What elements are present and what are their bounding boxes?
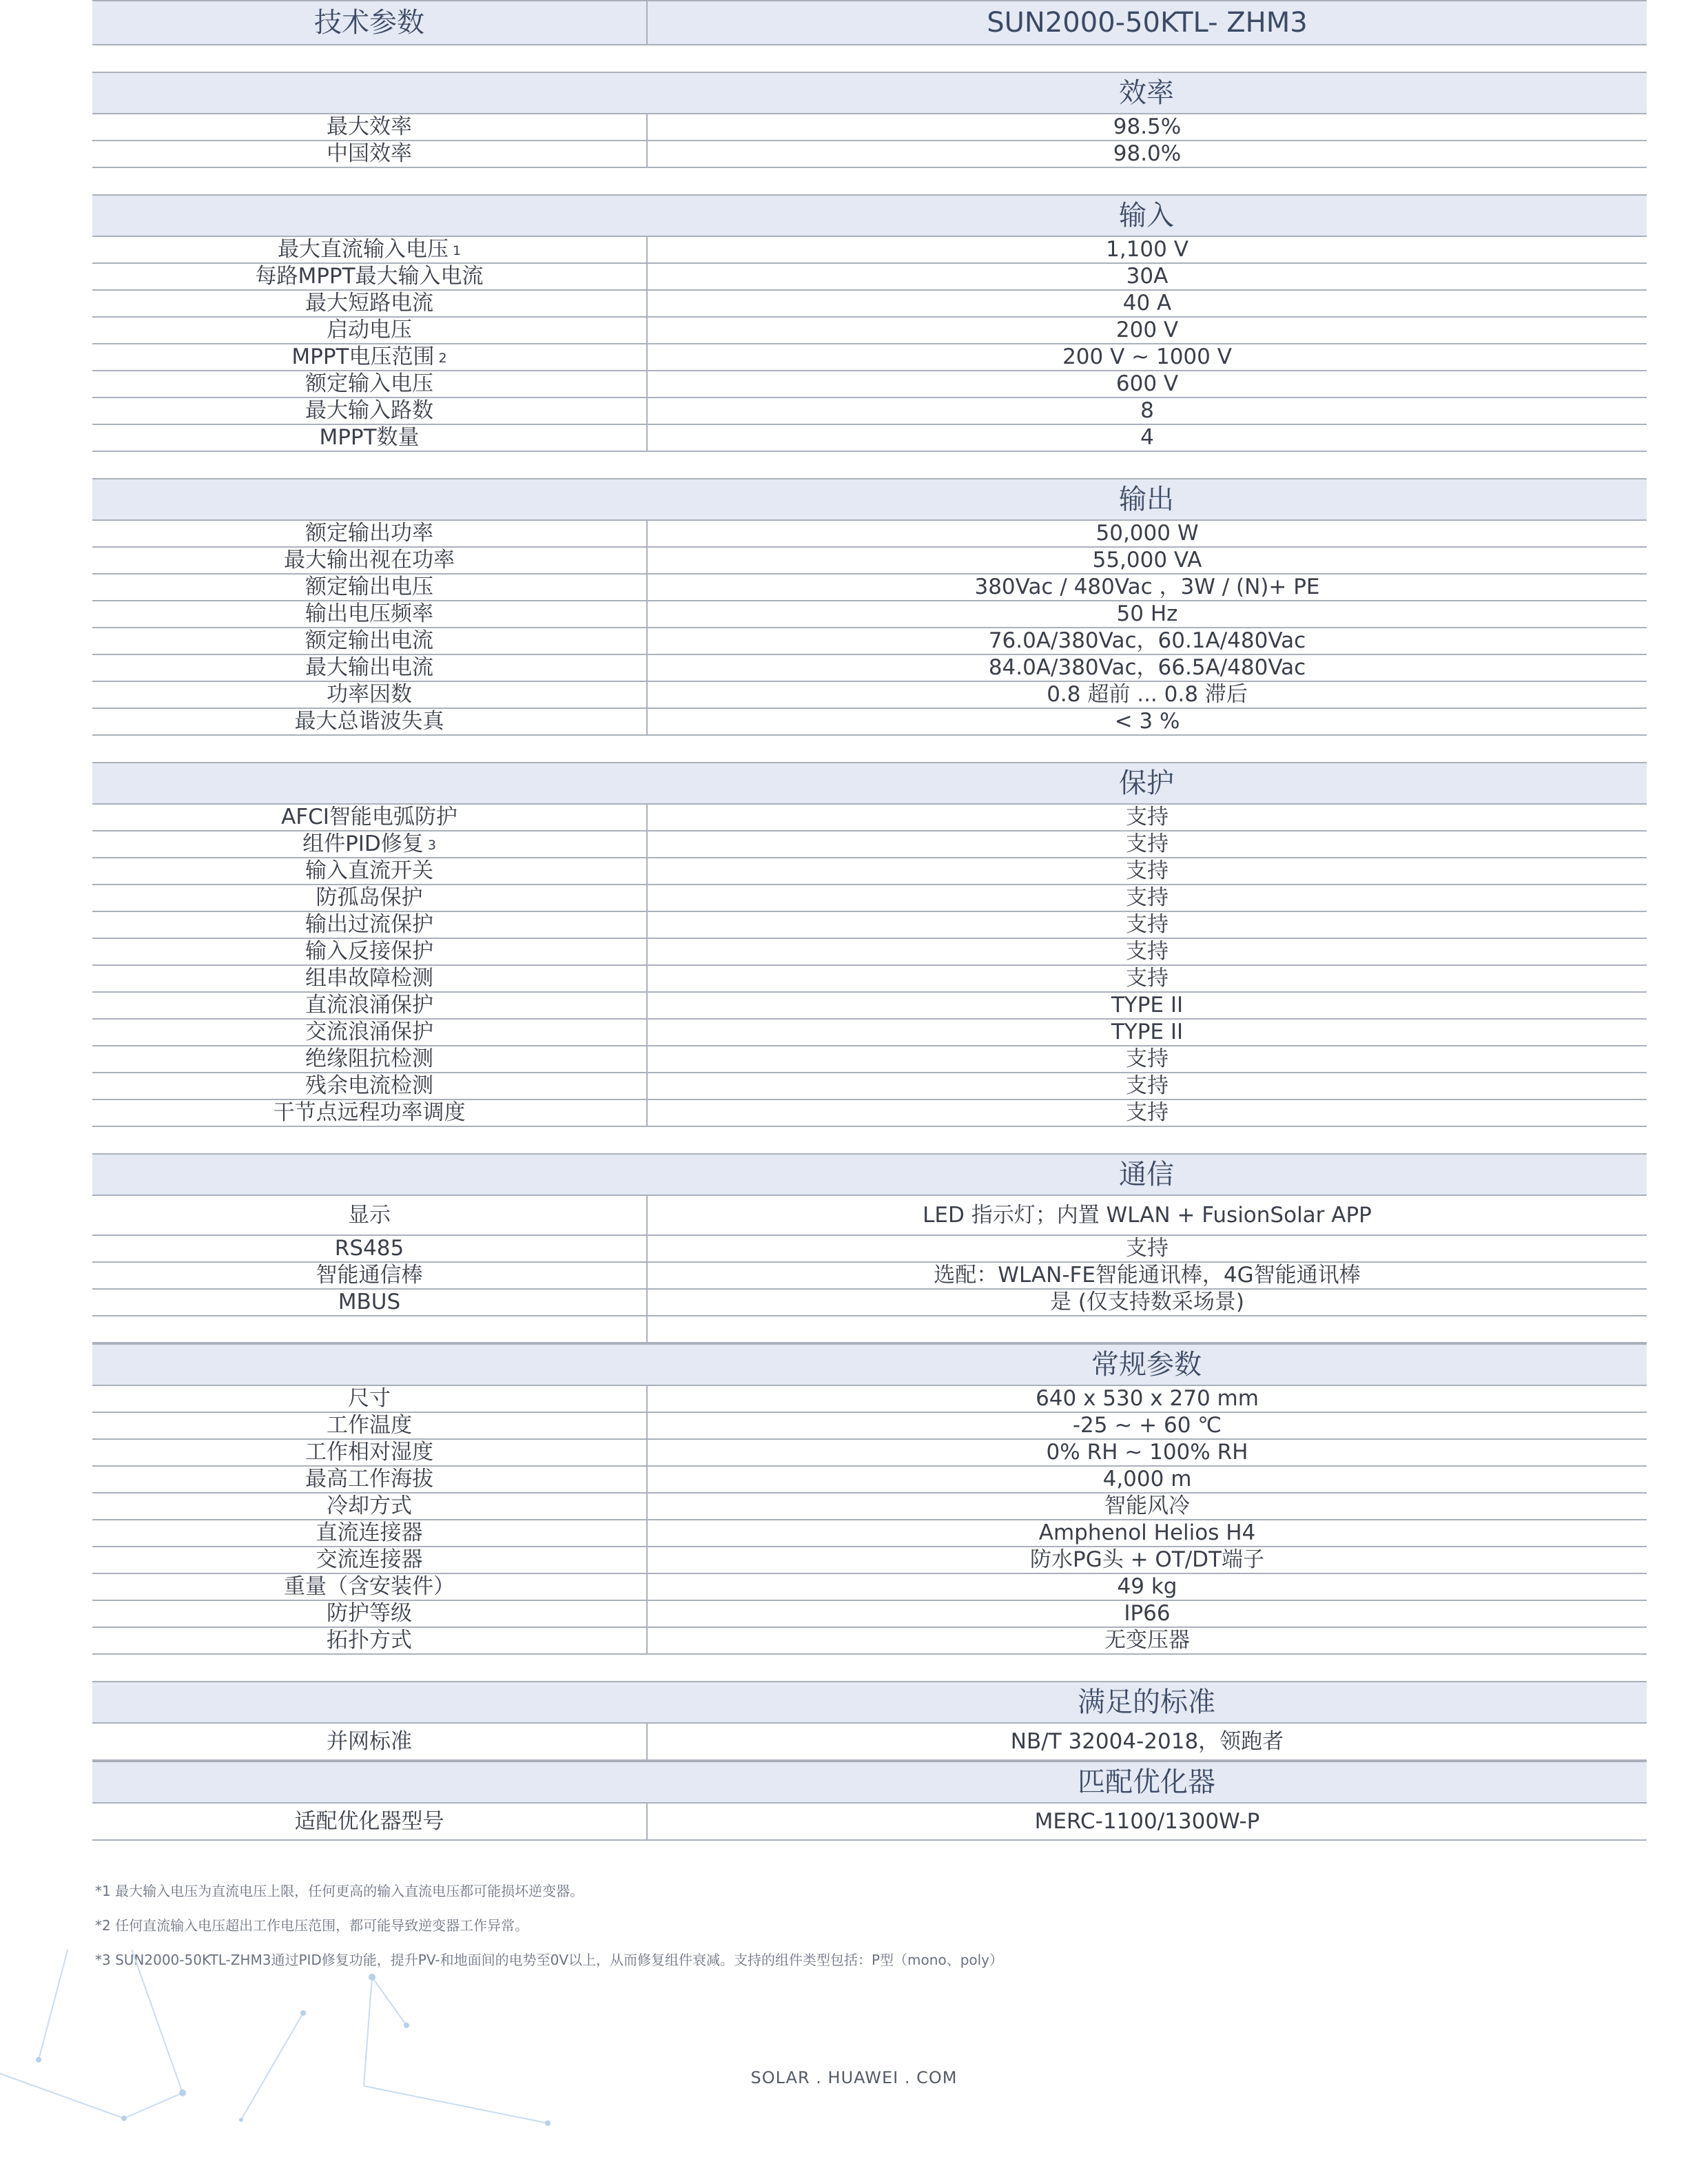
table-row (92, 237, 1647, 264)
table-row (92, 1628, 1647, 1655)
table-row (92, 1263, 1647, 1290)
row-label: 最大直流输入电压 $^1$ (92, 237, 648, 262)
table-row (92, 344, 1647, 371)
row-label: 直流连接器 (92, 1520, 648, 1546)
row-value: 40 A (1122, 291, 1172, 316)
row-value: 支持 (1126, 805, 1169, 829)
row-label: 最大输入路数 (92, 398, 648, 424)
row-value: 0.8 超前 ... 0.8 滞后 (1047, 682, 1248, 707)
table-row (92, 318, 1647, 344)
row-value: 200 V (1115, 318, 1179, 342)
row-label: 输入反接保护 (92, 939, 648, 964)
row-label: MBUS (92, 1290, 648, 1315)
row-label: 交流连接器 (92, 1547, 648, 1573)
table-row (92, 114, 1647, 141)
row-value: 50,000 W (1095, 521, 1199, 546)
table-row (92, 1236, 1647, 1263)
row-label: 拓扑方式 (92, 1628, 648, 1653)
table-row (92, 682, 1647, 709)
row-value: 84.0A/380Vac，66.5A/480Vac (988, 655, 1306, 680)
row-value: 支持 (1126, 912, 1169, 937)
row-label: 组串故障检测 (92, 966, 648, 991)
spec-table (92, 0, 1647, 1841)
section-title-input: 输入 (92, 194, 1647, 237)
row-label: 残余电流检测 (92, 1073, 648, 1099)
row-value: 支持 (1126, 858, 1169, 883)
row-label: AFCI智能电弧防护 (92, 805, 648, 830)
section-title-general: 常规参数 (92, 1343, 1647, 1386)
row-label: 干节点远程功率调度 (92, 1100, 648, 1126)
section-optimizer-rows (92, 1804, 1647, 1841)
row-value: LED 指示灯；内置 WLAN + FusionSolar APP (923, 1203, 1372, 1228)
table-row (92, 1724, 1647, 1761)
section-title-standards: 满足的标准 (92, 1681, 1647, 1724)
row-label: 并网标准 (92, 1724, 648, 1759)
row-value: 是 (仅支持数采场景) (1049, 1290, 1245, 1314)
footnote: *2 任何直流输入电压超出工作电压范围，都可能导致逆变器工作异常。 (95, 1917, 529, 1934)
footnote-ref: 3 (427, 838, 436, 853)
table-row (92, 1520, 1647, 1547)
decorative-network-graphic (0, 1950, 620, 2159)
row-label: 额定输出电压 (92, 575, 648, 600)
row-label: 额定输出电流 (92, 628, 648, 654)
table-row (92, 548, 1647, 575)
row-value: 49 kg (1117, 1574, 1177, 1599)
row-label: 重量（含安装件） (92, 1574, 648, 1600)
table-row (92, 264, 1647, 291)
table-row (92, 1574, 1647, 1601)
row-label: 绝缘阻抗检测 (92, 1046, 648, 1072)
row-label: 防护等级 (92, 1601, 648, 1626)
row-label: 最大总谐波失真 (92, 709, 648, 734)
row-label: 输入直流开关 (92, 858, 648, 884)
table-row (92, 1020, 1647, 1046)
row-label: 每路MPPT最大输入电流 (92, 264, 648, 289)
row-value: 98.0% (1113, 141, 1182, 166)
table-row (92, 993, 1647, 1020)
row-value: 4 (1140, 425, 1154, 450)
section-communication-rows (92, 1196, 1647, 1343)
table-row (92, 141, 1647, 168)
row-label: 显示 (92, 1196, 648, 1235)
row-value: -25 ~ + 60 ℃ (1072, 1413, 1222, 1438)
table-row (92, 1440, 1647, 1467)
row-label: RS485 (92, 1236, 648, 1261)
row-label: 冷却方式 (92, 1494, 648, 1519)
table-row (92, 831, 1647, 858)
table-row (92, 912, 1647, 939)
row-label: 最大效率 (92, 114, 648, 140)
row-value: TYPE II (1111, 993, 1184, 1017)
row-value: MERC-1100/1300W-P (1034, 1809, 1260, 1834)
row-label: 最大输出电流 (92, 655, 648, 681)
row-value: 30A (1126, 264, 1169, 289)
row-label: 工作温度 (92, 1413, 648, 1438)
table-row (92, 628, 1647, 655)
table-row (92, 655, 1647, 682)
table-row (92, 1804, 1647, 1841)
section-input-rows (92, 237, 1647, 452)
row-value: 600 V (1115, 371, 1179, 396)
section-output-rows (92, 521, 1647, 736)
table-row (92, 521, 1647, 548)
table-row (92, 601, 1647, 628)
table-row (92, 1196, 1647, 1236)
row-value: 支持 (1126, 831, 1169, 856)
row-value: Amphenol Helios H4 (1038, 1520, 1256, 1545)
row-label: 组件PID修复 $^3$ (92, 831, 648, 857)
row-value: 76.0A/380Vac，60.1A/480Vac (988, 628, 1306, 653)
row-value: 8 (1140, 398, 1154, 423)
row-value: 支持 (1126, 1100, 1169, 1125)
row-label: 防孤岛保护 (92, 885, 648, 911)
table-row (92, 1046, 1647, 1073)
section-title-optimizer: 匹配优化器 (92, 1761, 1647, 1804)
row-value: 防水PG头 + OT/DT端子 (1030, 1547, 1264, 1572)
row-value: 0% RH ~ 100% RH (1046, 1440, 1248, 1465)
section-general-rows (92, 1386, 1647, 1655)
row-label: 最大短路电流 (92, 291, 648, 316)
table-row (92, 1413, 1647, 1440)
row-value: NB/T 32004-2018，领跑者 (1010, 1729, 1284, 1754)
row-value: 支持 (1126, 1073, 1169, 1098)
section-standards-rows (92, 1724, 1647, 1761)
table-row (92, 1073, 1647, 1100)
row-value: 640 x 530 x 270 mm (1036, 1386, 1259, 1411)
header-label: 技术参数 (92, 1, 648, 44)
table-row (92, 1601, 1647, 1628)
table-row (92, 805, 1647, 831)
row-value: 选配：WLAN-FE智能通讯棒，4G智能通讯棒 (934, 1263, 1361, 1288)
row-value: 支持 (1126, 885, 1169, 910)
table-row (92, 858, 1647, 885)
table-row (92, 1100, 1647, 1127)
table-row (92, 291, 1647, 318)
row-label: 额定输出功率 (92, 521, 648, 546)
table-row (92, 371, 1647, 398)
row-label: MPPT数量 (92, 425, 648, 451)
row-value: 无变压器 (1104, 1628, 1190, 1653)
row-label: 功率因数 (92, 682, 648, 707)
table-row-empty (92, 1316, 1647, 1343)
section-protection-rows (92, 805, 1647, 1127)
footnote-ref: 1 (452, 243, 462, 258)
footnote: *3 SUN2000-50KTL-ZHM3通过PID修复功能，提升PV-和地面间的电势至0V以上，从而修复组件衰减。支持的组件类型包括：P型（mono、poly） (95, 1952, 1004, 1968)
row-value: 380Vac / 480Vac ，3W / (N)+ PE (974, 575, 1320, 599)
table-row (92, 1467, 1647, 1494)
section-title-communication: 通信 (92, 1153, 1647, 1196)
table-row (92, 1290, 1647, 1316)
row-value: 55,000 VA (1092, 548, 1202, 572)
row-value: < 3 % (1114, 709, 1180, 734)
section-title-output: 输出 (92, 478, 1647, 521)
table-row (92, 939, 1647, 966)
footer-website: SOLAR . HUAWEI . COM (750, 2068, 958, 2087)
table-row (92, 425, 1647, 452)
table-row (92, 1547, 1647, 1574)
row-label: 智能通信棒 (92, 1263, 648, 1288)
table-row (92, 1386, 1647, 1413)
row-value: 支持 (1126, 966, 1169, 991)
row-value: 支持 (1126, 1236, 1169, 1261)
row-value: 4,000 m (1102, 1467, 1192, 1491)
row-label: 直流浪涌保护 (92, 993, 648, 1018)
header-model: SUN2000-50KTL- ZHM3 (987, 7, 1308, 39)
table-row (92, 575, 1647, 601)
table-row (92, 966, 1647, 993)
row-value: TYPE II (1111, 1020, 1184, 1044)
row-value: 200 V ~ 1000 V (1062, 344, 1232, 369)
table-row (92, 885, 1647, 912)
section-title-efficiency: 效率 (92, 72, 1647, 114)
row-label: 最大输出视在功率 (92, 548, 648, 573)
row-label: 尺寸 (92, 1386, 648, 1412)
row-value: 1,100 V (1106, 237, 1189, 262)
table-header (92, 0, 1647, 45)
footnote: *1 最大输入电压为直流电压上限，任何更高的输入直流电压都可能损坏逆变器。 (95, 1883, 584, 1899)
row-label: 最高工作海拔 (92, 1467, 648, 1492)
row-label: 适配优化器型号 (92, 1804, 648, 1839)
row-value: 50 Hz (1116, 601, 1178, 626)
row-label: MPPT电压范围 $^2$ (92, 344, 648, 370)
section-title-protection: 保护 (92, 762, 1647, 805)
row-label: 输出电压频率 (92, 601, 648, 627)
section-efficiency-rows (92, 114, 1647, 168)
table-row (92, 398, 1647, 425)
row-label: 输出过流保护 (92, 912, 648, 938)
row-value: 支持 (1126, 939, 1169, 964)
row-value: 支持 (1126, 1046, 1169, 1071)
row-label: 交流浪涌保护 (92, 1020, 648, 1045)
table-row (92, 709, 1647, 736)
table-row (92, 1494, 1647, 1520)
row-label: 启动电压 (92, 318, 648, 343)
row-label: 额定输入电压 (92, 371, 648, 397)
row-label: 中国效率 (92, 141, 648, 167)
row-value: IP66 (1124, 1601, 1171, 1626)
row-value: 98.5% (1113, 114, 1182, 139)
footnote-ref: 2 (438, 351, 447, 366)
row-value: 智能风冷 (1104, 1494, 1190, 1518)
row-label: 工作相对湿度 (92, 1440, 648, 1465)
